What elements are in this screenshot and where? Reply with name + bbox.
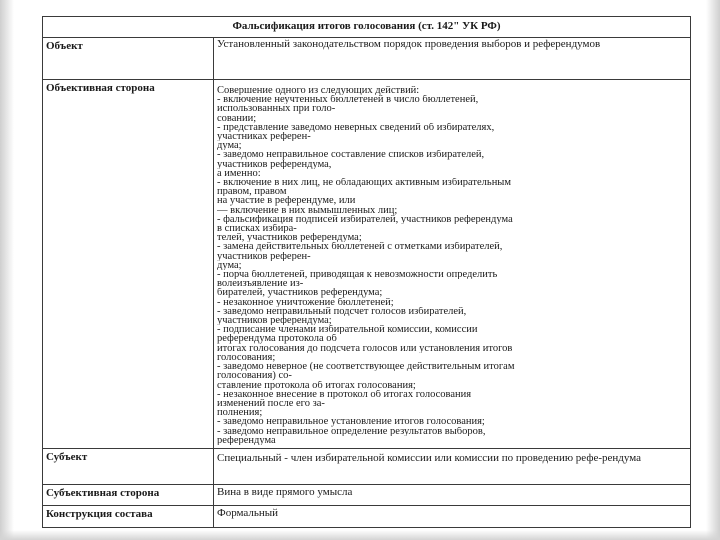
slide-bottom-shadow <box>0 530 720 540</box>
objective-side-line: а именно: <box>217 168 261 179</box>
slide-right-shadow <box>706 0 720 540</box>
subjective-side-text: Вина в виде прямого умысла <box>214 485 691 506</box>
objective-side-line: правом, правом <box>217 187 287 197</box>
object-label: Объект <box>43 38 214 80</box>
objective-side-line: голосования; <box>217 352 276 363</box>
subject-text: Специальный - член избирательной комиссии или комиссии по проведению рефе-рендума <box>214 449 691 485</box>
objective-side-line: бирателей, участников референдума; <box>217 288 383 298</box>
objective-side-line: дума; <box>217 141 242 151</box>
objective-side-line: голосования) со- <box>217 371 292 381</box>
objective-side-line: участников референ- <box>217 251 311 261</box>
slide-left-shadow <box>0 0 14 540</box>
table-title: Фальсификация итогов голосования (ст. 142" УК РФ) <box>43 17 691 38</box>
objective-side-line: изменений после его за- <box>217 398 325 409</box>
object-text: Установленный законодательством порядок проведения выборов и референдумов <box>214 38 691 80</box>
construction-label: Конструкция состава <box>43 506 214 528</box>
table-row-subjective-side <box>43 485 691 506</box>
subjective-side-label: Субъективная сторона <box>43 485 214 506</box>
objective-side-line: телей, участников референдума; <box>217 233 362 243</box>
objective-side-line: полнения; <box>217 408 263 418</box>
objective-side-label: Объективная сторона <box>43 80 214 449</box>
objective-side-line: - фальсификация подписей избирателей, участников референдума <box>217 214 513 225</box>
table-row-subject <box>43 449 691 485</box>
objective-side-line: - подписание членами избирательной комиссии, комиссии <box>217 325 478 335</box>
objective-side-text <box>217 86 687 445</box>
table-row-objective-side <box>43 80 691 449</box>
objective-side-line: участников референдума, <box>217 159 332 169</box>
objective-side-line: - заведомо неправильное составление списков избирателей, <box>217 150 485 160</box>
objective-side-line: - представление заведомо неверных сведений об избирателях, <box>217 122 495 133</box>
objective-side-line: - замена действительных бюллетеней с отметками избирателей, <box>217 242 503 252</box>
objective-side-line: на участие в референдуме, или <box>217 196 356 206</box>
table-row-object <box>43 38 691 80</box>
objective-side-line: волеизъявление из- <box>217 279 304 289</box>
objective-side-line: - заведомо неправильное определение результатов выборов, <box>217 426 486 436</box>
objective-side-line: референдума протокола об <box>217 334 337 344</box>
objective-side-line: итогах голосования до подсчета голосов или установления итогов <box>217 343 513 353</box>
objective-side-cell <box>214 80 691 449</box>
objective-side-line: - заведомо неверное (не соответствующее действительным итогам <box>217 362 515 372</box>
objective-side-line: использованных при голо- <box>217 104 336 114</box>
objective-side-line: - незаконное уничтожение бюллетеней; <box>217 297 394 307</box>
objective-side-line: - включение неучтенных бюллетеней в число бюллетеней, <box>217 95 479 105</box>
objective-side-line: — включение в них вымышленных лиц; <box>217 205 398 215</box>
objective-side-line: - заведомо неправильный подсчет голосов избирателей, <box>217 306 467 317</box>
objective-side-line: - заведомо неправильное установление итогов голосования; <box>217 417 485 427</box>
objective-side-line: референдума <box>217 435 276 445</box>
objective-side-line: дума; <box>217 260 242 271</box>
objective-side-line: - порча бюллетеней, приводящая к невозможности определить <box>217 270 498 280</box>
objective-side-line: ставление протокола об итогах голосования; <box>217 380 416 390</box>
subject-label: Субъект <box>43 449 214 485</box>
construction-text: Формальный <box>214 506 691 528</box>
objective-side-line: совании; <box>217 113 257 123</box>
crime-elements-table <box>42 16 691 528</box>
objective-side-line: участников референдума; <box>217 316 332 326</box>
objective-side-line: - незаконное внесение в протокол об итогах голосования <box>217 389 472 399</box>
objective-side-line: участниках референ- <box>217 132 311 142</box>
objective-side-line: в списках избира- <box>217 224 297 234</box>
objective-side-line: Совершение одного из следующих действий: <box>217 86 420 96</box>
table-row-construction <box>43 506 691 528</box>
objective-side-line: - включение в них лиц, не обладающих активным избирательным <box>217 178 512 188</box>
table-header-row <box>43 17 691 38</box>
